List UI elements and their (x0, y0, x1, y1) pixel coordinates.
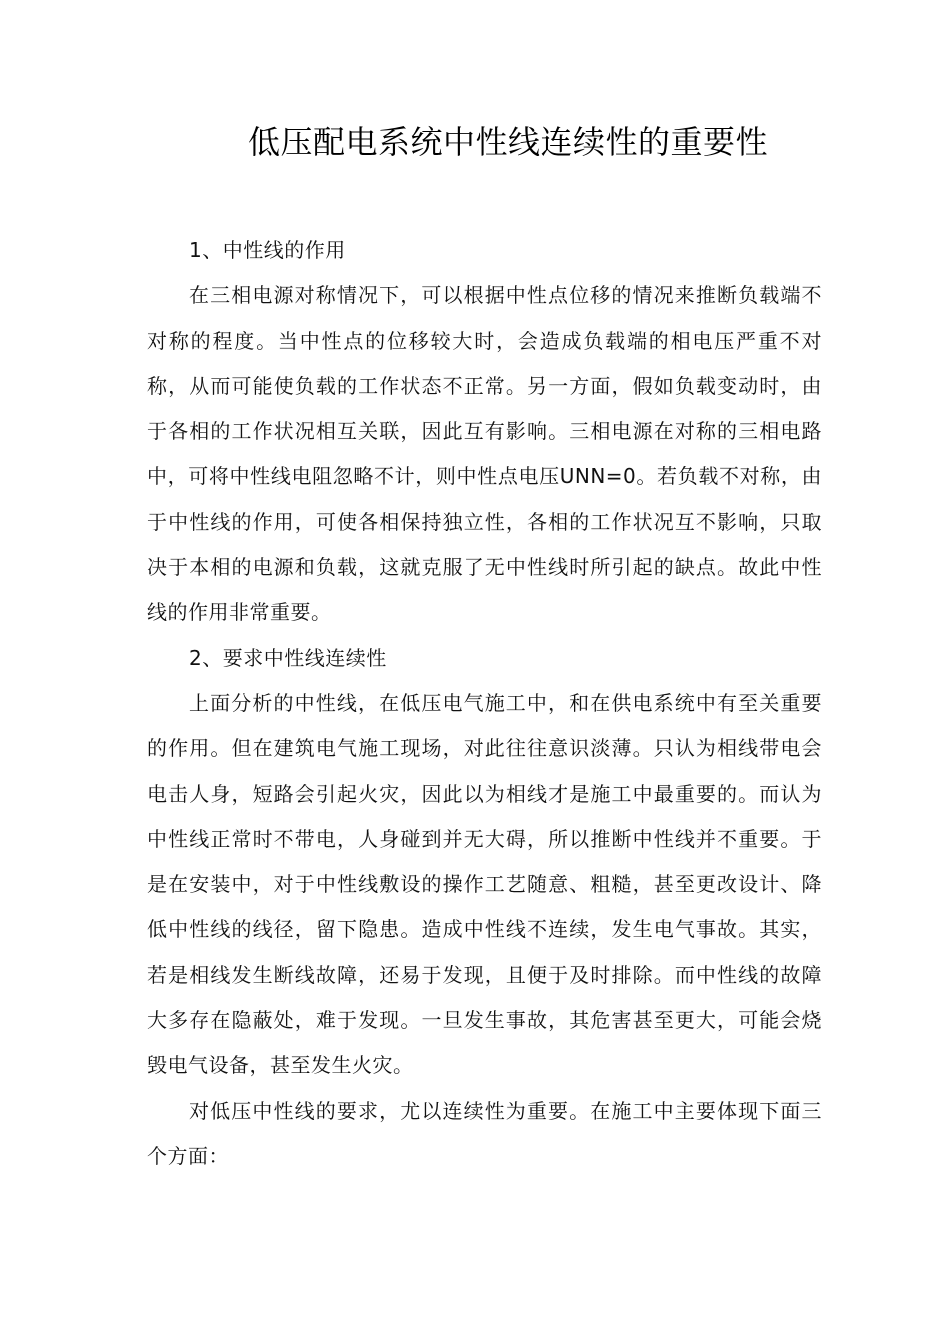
paragraph-continuity-analysis: 上面分析的中性线，在低压电气施工中，和在供电系统中有至关重要的作用。但在建筑电气施工现场，对此往往意识淡薄。只认为相线带电会电击人身，短路会引起火灾，因此以为相线才是施工中最重要的。而认为中性线正常时不带电，人身碰到并无大碍，所以推断中性线并不重要。于是在安装中，对于中性线敷设的操作工艺随意、粗糙，甚至更改设计、降低中性线的线径，留下隐患。造成中性线不连续，发生电气事故。其实，若是相线发生断线故障，还易于发现，且便于及时排除。而中性线的故障大多存在隐蔽处，难于发现。一旦发生事故，其危害甚至更大，可能会烧毁电气设备，甚至发生火灾。 (147, 690, 822, 1078)
document-title: 低压配电系统中性线连续性的重要性 (247, 123, 768, 161)
document-body (147, 228, 822, 1179)
paragraph-requirements-intro: 对低压中性线的要求，尤以连续性为重要。在施工中主要体现下面三个方面： (147, 1098, 822, 1168)
section-heading-continuity-requirement: 2、要求中性线连续性 (189, 645, 387, 670)
paragraph-neutral-line-function: 在三相电源对称情况下，可以根据中性点位移的情况来推断负载端不对称的程度。当中性点的位移较大时，会造成负载端的相电压严重不对称，从而可能使负载的工作状态不正常。另一方面，假如负载变动时，由于各相的工作状况相互关联，因此互有影响。三相电源在对称的三相电路中，可将中性线电阻忽略不计，则中性点电压UNN=0。若负载不对称，由于中性线的作用，可使各相保持独立性，各相的工作状况互不影响，只取决于本相的电源和负载，这就克服了无中性线时所引起的缺点。故此中性线的作用非常重要。 (147, 283, 822, 625)
section-heading-neutral-line-function: 1、中性线的作用 (189, 238, 346, 262)
